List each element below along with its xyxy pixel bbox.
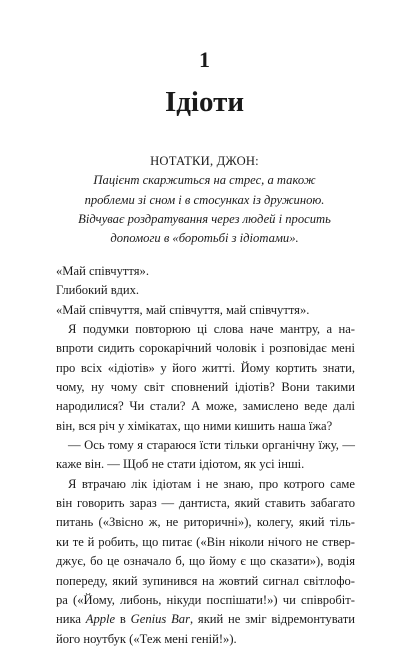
- text-line: про всіх «ідіотів» у його житті. Йому кортить знати,: [56, 360, 355, 375]
- text-line: ра («Йому, либонь, нікуди поспішати!») чи співробіт-: [56, 592, 355, 607]
- chapter-number: 1: [199, 47, 210, 72]
- body-text: [56, 262, 355, 649]
- notes-line: Відчуває роздратування через людей і просить: [78, 211, 331, 226]
- text-line: Глибокий вдих.: [56, 283, 140, 298]
- text-line: його ноутбук («Теж мені геній!»).: [56, 631, 237, 646]
- italic-brand-genius-bar: Genius Bar: [130, 612, 190, 627]
- text-line: Я подумки повторюю ці слова наче мантру, а на-: [68, 322, 355, 337]
- italic-brand-apple: Apple: [85, 612, 116, 627]
- text-line: каже він. — Щоб не стати ідіотом, як усі інші.: [56, 457, 305, 472]
- text-line-mixed: [56, 610, 355, 629]
- text-line: ки те й робить, що питає («Він ніколи нічого не ствер-: [56, 534, 355, 549]
- text-fragment: ника: [56, 612, 86, 627]
- text-line: Я втрачаю лік ідіотам і не знаю, про котрого саме: [68, 476, 355, 491]
- chapter-title: Ідіоти: [164, 86, 245, 118]
- notes-heading: НОТАТКИ, ДЖОН:: [150, 154, 259, 168]
- text-line: попереду, який зупинився на жовтий сигнал світлофо-: [56, 573, 355, 588]
- text-line: впроти сидить сорокарічний чоловік і розповідає мені: [56, 341, 355, 356]
- text-fragment: , який не зміг відремонтувати: [189, 612, 356, 627]
- text-line: народилися? Чи стали? А може, замислено веде далі: [56, 399, 355, 414]
- notes-line: проблеми зі сном і в стосунках із дружиною.: [84, 192, 325, 207]
- text-line: він, вся річ у хімікатах, що ними кишить наша їжа?: [56, 418, 333, 433]
- text-fragment: в: [115, 612, 131, 627]
- text-line: «Май співчуття, май співчуття, май співчуття».: [56, 302, 310, 317]
- notes-line: допомоги в «боротьбі з ідіотами».: [110, 231, 299, 246]
- text-line: джує, бо це означало б, що йому є що сказати»), водія: [56, 554, 355, 569]
- text-line: питань («Звісно ж, не риторичні»), колегу, який тіль-: [56, 515, 355, 530]
- notes-line: Пацієнт скаржиться на стрес, а також: [93, 173, 316, 188]
- text-line: він говорить зараз — дантиста, який ставить забагато: [56, 496, 355, 511]
- text-line: «Май співчуття».: [56, 264, 149, 278]
- notes-block: [44, 152, 365, 248]
- text-line: — Ось тому я стараюся їсти тільки органічну їжу, —: [68, 438, 355, 453]
- text-line: чому, ну чому світ сповнений ідіотів? Вони такими: [56, 380, 355, 395]
